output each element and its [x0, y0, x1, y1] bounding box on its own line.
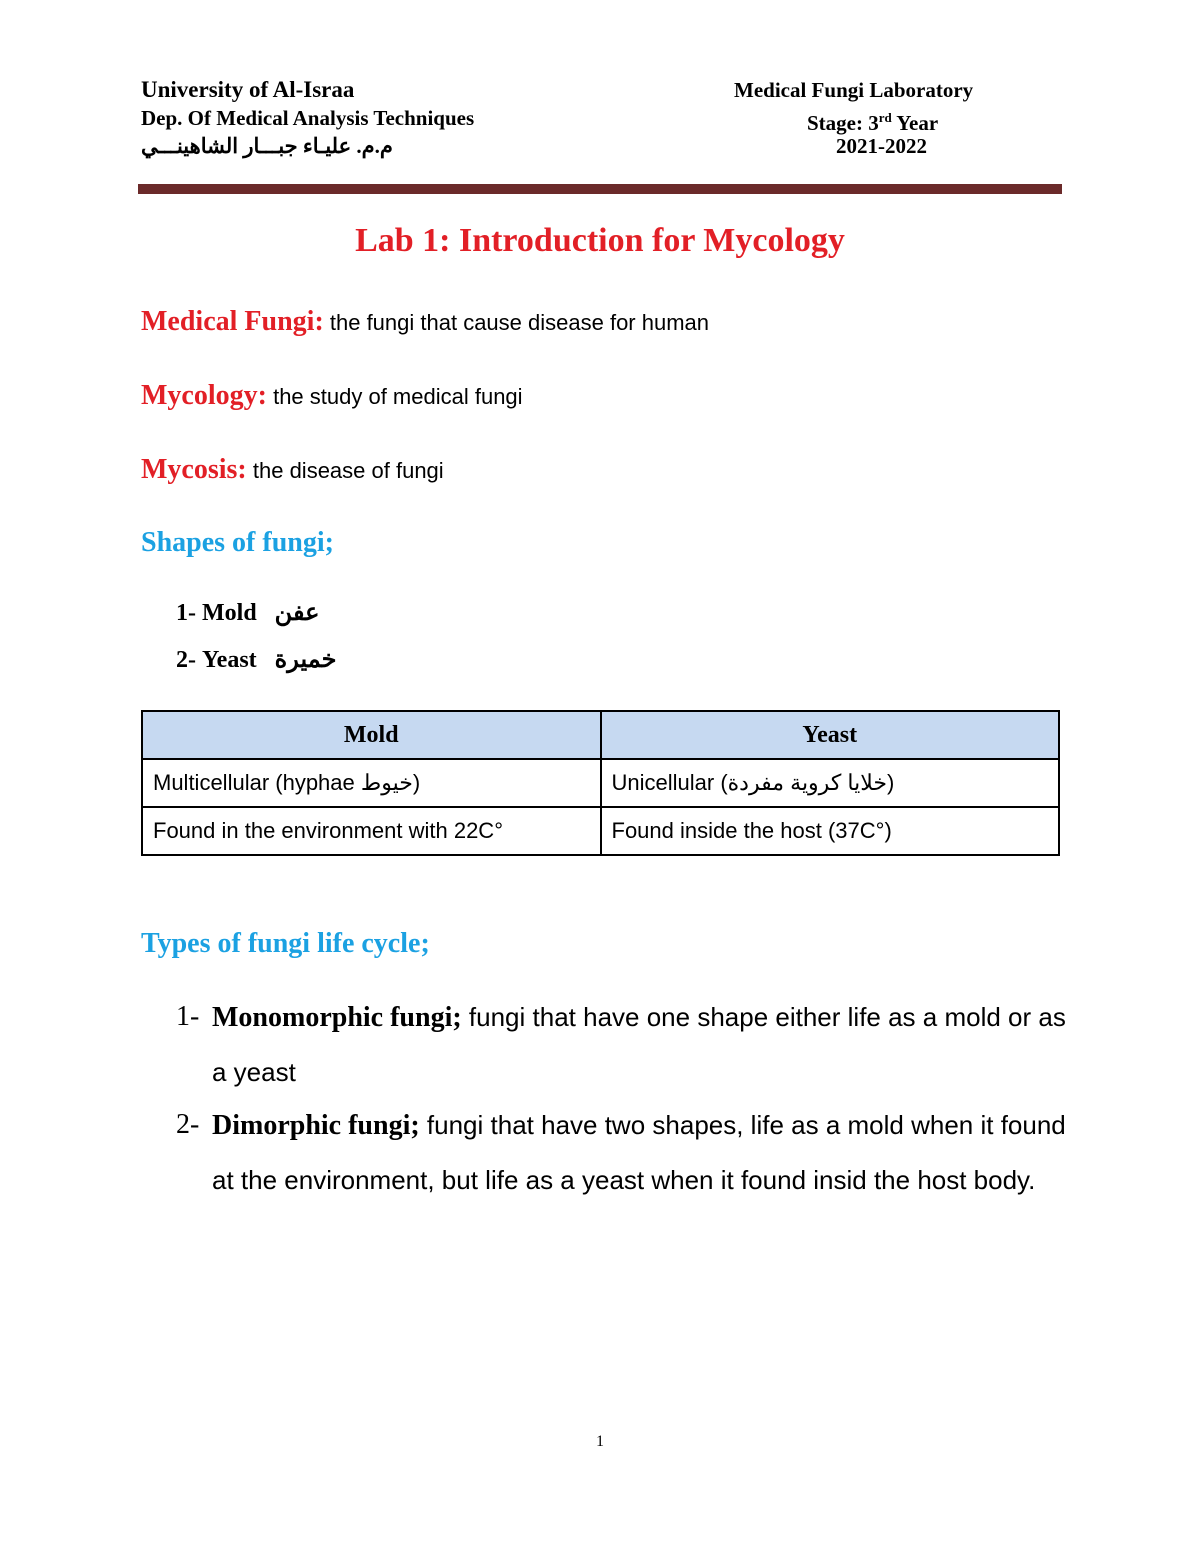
definition-mycosis: Mycosis: the disease of fungi — [141, 454, 444, 485]
table-header-mold: Mold — [142, 711, 601, 759]
mold-yeast-table — [141, 710, 1060, 856]
table-header-row — [142, 711, 1059, 759]
table-header-yeast: Yeast — [601, 711, 1060, 759]
university-name: University of Al-Israa — [141, 77, 355, 102]
shape-item-yeast: 2- Yeast خميرة — [176, 647, 337, 673]
table-cell: Multicellular (hyphae خيوط) — [142, 759, 601, 807]
stage-label: Stage: 3rd Year — [807, 110, 939, 135]
table-cell: Unicellular (خلايا كروية مفردة) — [601, 759, 1060, 807]
page-title: Lab 1: Introduction for Mycology — [355, 222, 845, 259]
table-cell: Found inside the host (37C°) — [601, 807, 1060, 855]
table-cell: Found in the environment with 22C° — [142, 807, 601, 855]
department-name: Dep. Of Medical Analysis Techniques — [141, 106, 475, 130]
definition-mycology: Mycology: the study of medical fungi — [141, 380, 523, 411]
definition-medical-fungi: Medical Fungi: the fungi that cause disease for human — [141, 306, 710, 337]
page-number: 1 — [596, 1433, 604, 1450]
header-rule — [138, 184, 1062, 194]
lifecycle-heading: Types of fungi life cycle; — [141, 928, 430, 959]
table-row — [142, 807, 1059, 855]
shape-item-mold: 1- Mold عفن — [176, 600, 320, 626]
lab-name: Medical Fungi Laboratory — [734, 78, 974, 102]
instructor-name: م.م. عليـاء جبـــار الشاهينـــي — [141, 134, 393, 158]
shapes-heading: Shapes of fungi; — [141, 527, 334, 558]
lifecycle-item-dimorphic: 2- Dimorphic fungi; fungi that have two shapes, life as a mold when it found at the environment, but life as a yeast when it found insid the host body. — [176, 1109, 1066, 1195]
table-row — [142, 759, 1059, 807]
lifecycle-item-monomorphic: 1- Monomorphic fungi; fungi that have one shape either life as a mold or as a yeast — [176, 1001, 1066, 1087]
academic-year: 2021-2022 — [836, 134, 927, 158]
